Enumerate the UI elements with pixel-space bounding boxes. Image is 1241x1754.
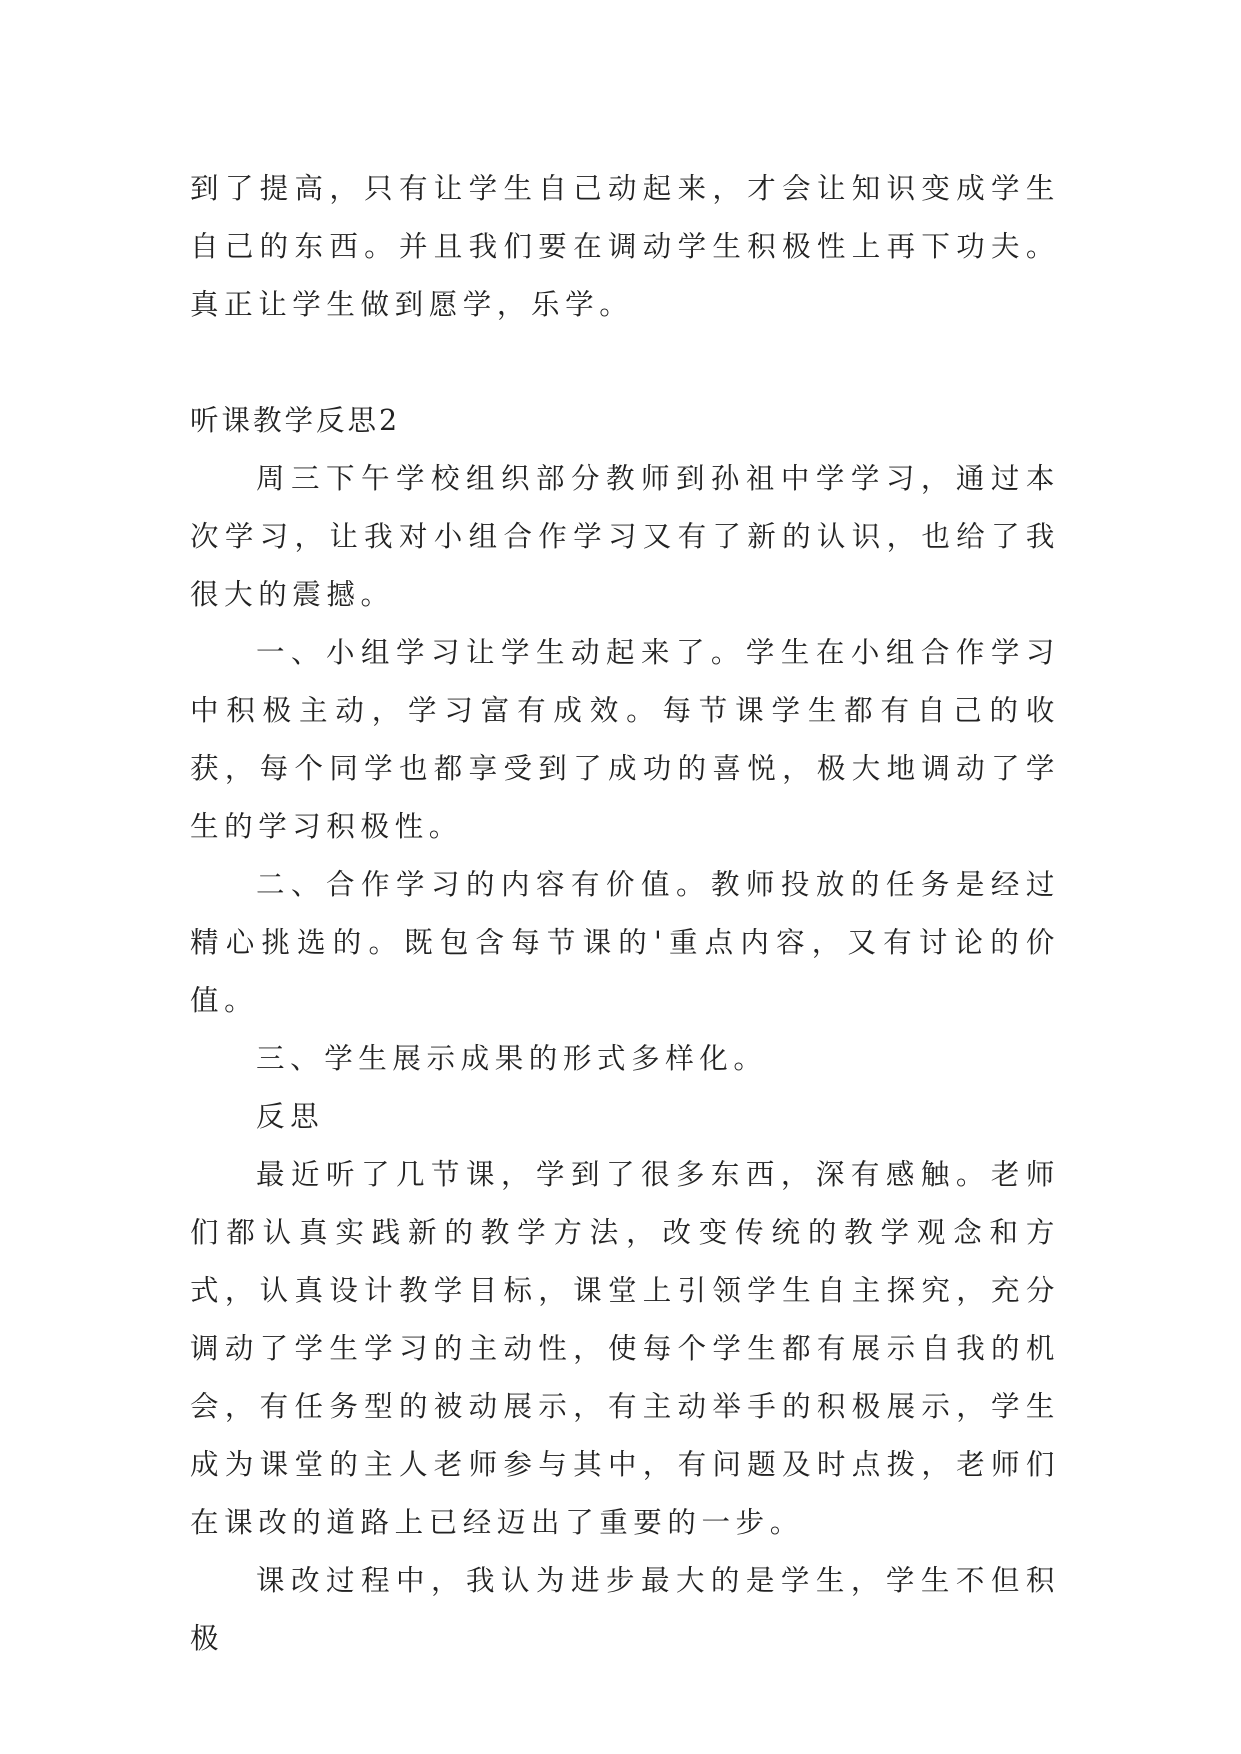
document-page	[190, 160, 1060, 1668]
paragraph-point-one: 一、小组学习让学生动起来了。学生在小组合作学习中积极主动，学习富有成效。每节课学生都有自己的收获，每个同学也都享受到了成功的喜悦，极大地调动了学生的学习积极性。	[190, 636, 1060, 843]
paragraph-reflection: 最近听了几节课，学到了很多东西，深有感触。老师们都认真实践新的教学方法，改变传统的教学观念和方式，认真设计教学目标，课堂上引领学生自主探究，充分调动了学生学习的主动性，使每个学生都有展示自我的机会，有任务型的被动展示，有主动举手的积极展示，学生成为课堂的主人老师参与其中，有问题及时点拨，老师们在课改的道路上已经迈出了重要的一步。	[190, 1158, 1060, 1539]
section-title: 听课教学反思2	[190, 404, 401, 437]
intro-paragraph: 到了提高，只有让学生自己动起来，才会让知识变成学生自己的东西。并且我们要在调动学生积极性上再下功夫。真正让学生做到愿学，乐学。	[190, 172, 1060, 321]
paragraph-intro-visit: 周三下午学校组织部分教师到孙祖中学学习，通过本次学习，让我对小组合作学习又有了新的认识，也给了我很大的震撼。	[190, 462, 1060, 611]
paragraph-point-two: 二、合作学习的内容有价值。教师投放的任务是经过精心挑选的。既包含每节课的'重点内容，又有讨论的价值。	[190, 868, 1060, 1017]
reflection-heading: 反思	[256, 1100, 325, 1133]
paragraph-point-three: 三、学生展示成果的形式多样化。	[256, 1042, 768, 1075]
paragraph-reform: 课改过程中，我认为进步最大的是学生，学生不但积极	[190, 1564, 1060, 1655]
